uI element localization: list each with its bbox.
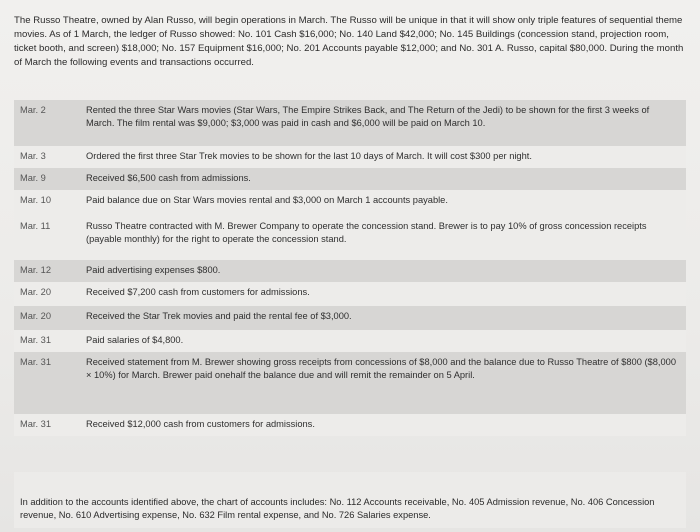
transaction-description: Ordered the first three Star Trek movies to be shown for the last 10 days of March. It will cost $300 per night. bbox=[86, 151, 532, 161]
transactions-table bbox=[14, 100, 686, 436]
transaction-date: Mar. 31 bbox=[20, 419, 52, 429]
footer-paragraph: In addition to the accounts identified above, the chart of accounts includes: No. 112 Accounts receivable, No. 405 Admission revenue, No. 406 Concession revenue, No. 610 Advertising expense, No. 632 Film rental expense, and No. 726 Salaries expense. bbox=[20, 497, 655, 520]
transaction-description: Received $6,500 cash from admissions. bbox=[86, 173, 251, 183]
table-row bbox=[14, 168, 686, 190]
transaction-description: Russo Theatre contracted with M. Brewer Company to operate the concession stand. Brewer is to pay 10% of gross concession receipts (payable monthly) for the right to operate the concession stand. bbox=[86, 221, 647, 244]
transaction-description: Paid salaries of $4,800. bbox=[86, 335, 184, 345]
transaction-date: Mar. 11 bbox=[20, 221, 51, 231]
table-row bbox=[14, 190, 686, 216]
transaction-date: Mar. 2 bbox=[20, 105, 46, 115]
table-row bbox=[14, 100, 686, 146]
transaction-description: Received $7,200 cash from customers for admissions. bbox=[86, 287, 310, 297]
transaction-description: Received $12,000 cash from customers for admissions. bbox=[86, 419, 315, 429]
transaction-date: Mar. 12 bbox=[20, 265, 52, 275]
transaction-description: Paid balance due on Star Wars movies rental and $3,000 on March 1 accounts payable. bbox=[86, 195, 448, 205]
table-row bbox=[14, 330, 686, 352]
transaction-date: Mar. 20 bbox=[20, 287, 52, 297]
transaction-date: Mar. 9 bbox=[20, 173, 46, 183]
transaction-date: Mar. 31 bbox=[20, 335, 52, 345]
transaction-date: Mar. 20 bbox=[20, 311, 52, 321]
transaction-date: Mar. 3 bbox=[20, 151, 46, 161]
table-row bbox=[14, 216, 686, 260]
transaction-description: Received statement from M. Brewer showing gross receipts from concessions of $8,000 and the balance due to Russo Theatre of $800 ($8,000 × 10%) for March. Brewer paid onehalf the balance due and will remit the remainder on 5 April. bbox=[86, 357, 676, 380]
table-row bbox=[14, 282, 686, 306]
transaction-date: Mar. 31 bbox=[20, 357, 52, 367]
transaction-description: Received the Star Trek movies and paid the rental fee of $3,000. bbox=[86, 311, 352, 321]
intro-paragraph: The Russo Theatre, owned by Alan Russo, will begin operations in March. The Russo will be unique in that it will show only triple features of sequential theme movies. As of 1 March, the ledger of Russo showed: No. 101 Cash $16,000; No. 140 Land $42,000; No. 145 Buildings (concession stand, projection room, ticket booth, and screen) $18,000; No. 157 Equipment $16,000; No. 201 Accounts payable $12,000; and No. 301 A. Russo, capital $80,000. During the month of March the following events and transactions occurred. bbox=[14, 15, 684, 68]
table-row bbox=[14, 352, 686, 414]
table-row bbox=[14, 414, 686, 436]
table-row bbox=[14, 260, 686, 282]
transaction-description: Paid advertising expenses $800. bbox=[86, 265, 221, 275]
table-row bbox=[14, 306, 686, 330]
table-row bbox=[14, 146, 686, 168]
transaction-description: Rented the three Star Wars movies (Star Wars, The Empire Strikes Back, and The Return of the Jedi) to be shown for the first 3 weeks of March. The film rental was $9,000; $3,000 was paid in cash and $6,000 will be paid on March 10. bbox=[86, 105, 650, 128]
transaction-date: Mar. 10 bbox=[20, 195, 52, 205]
